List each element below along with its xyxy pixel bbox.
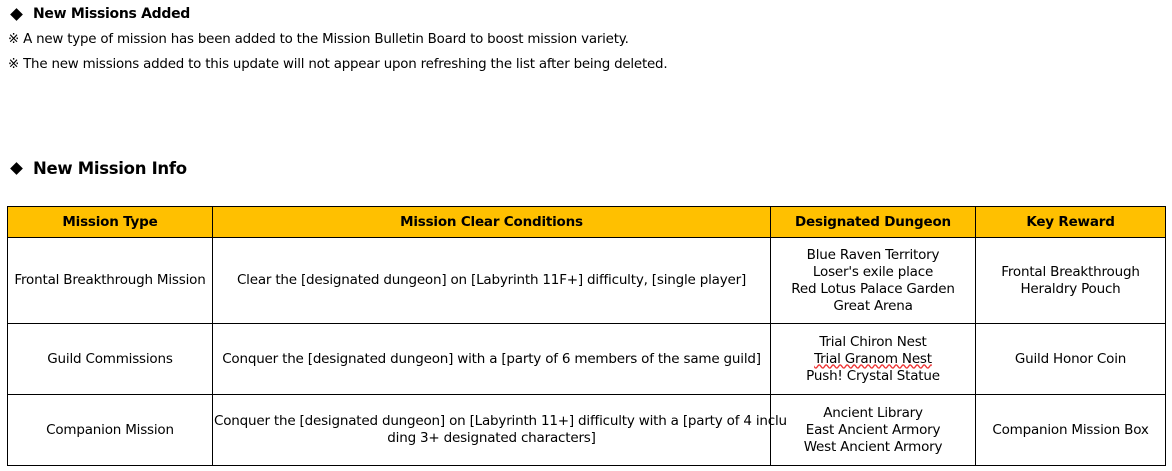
section-heading-new-missions <box>10 6 190 22</box>
designated-dungeon-cell <box>771 395 976 466</box>
note-line: ※ A new type of mission has been added to the Mission Bulletin Board to boost mission variety. <box>8 32 629 47</box>
column-header-clear-conditions: Mission Clear Conditions <box>213 207 771 238</box>
table-row <box>8 324 1166 395</box>
dungeon-name: Push! Crystal Statue <box>806 367 940 384</box>
table-row <box>8 238 1166 324</box>
reward-name: Companion Mission Box <box>992 421 1149 438</box>
section-title: New Mission Info <box>33 159 187 178</box>
clear-conditions-cell <box>213 395 787 466</box>
key-reward-cell <box>976 395 1166 466</box>
reward-name: Frontal Breakthrough <box>1001 263 1140 280</box>
designated-dungeon-cell <box>771 238 976 324</box>
condition-line: ding 3+ designated characters] <box>387 430 596 446</box>
diamond-bullet-icon <box>10 8 23 21</box>
dungeon-name: Trial Chiron Nest <box>819 333 927 350</box>
clear-conditions-cell: Conquer the [designated dungeon] with a [party of 6 members of the same guild] <box>213 324 771 395</box>
diamond-bullet-icon <box>10 162 23 175</box>
note-line: ※ The new missions added to this update will not appear upon refreshing the list after being deleted. <box>8 57 668 72</box>
table-header-row <box>8 207 1166 238</box>
dungeon-name: West Ancient Armory <box>803 438 943 455</box>
dungeon-name: Great Arena <box>833 297 913 314</box>
designated-dungeon-cell <box>771 324 976 395</box>
column-header-key-reward: Key Reward <box>976 207 1166 238</box>
reward-name: Guild Honor Coin <box>1014 350 1127 367</box>
dungeon-name: East Ancient Armory <box>805 421 941 438</box>
mission-info-table <box>7 206 1166 466</box>
reward-name: Heraldry Pouch <box>1020 280 1121 297</box>
dungeon-name: Loser's exile place <box>812 263 934 280</box>
section-title: New Missions Added <box>33 6 191 22</box>
section-heading-mission-info <box>10 159 187 178</box>
dungeon-name: Ancient Library <box>823 404 923 421</box>
mission-type-cell: Companion Mission <box>8 395 213 466</box>
dungeon-name: Blue Raven Territory <box>806 246 940 263</box>
condition-line: Conquer the [designated dungeon] on [Labyrinth 11+] difficulty with a [party of 4 inclu <box>214 413 787 429</box>
table-row <box>8 395 1166 466</box>
mission-type-cell: Guild Commissions <box>8 324 213 395</box>
column-header-mission-type: Mission Type <box>8 207 213 238</box>
key-reward-cell <box>976 324 1166 395</box>
dungeon-name: Trial Granom Nest <box>814 350 932 367</box>
key-reward-cell <box>976 238 1166 324</box>
column-header-designated-dungeon: Designated Dungeon <box>771 207 976 238</box>
dungeon-name: Red Lotus Palace Garden <box>791 280 955 297</box>
clear-conditions-cell: Clear the [designated dungeon] on [Labyrinth 11F+] difficulty, [single player] <box>213 238 771 324</box>
mission-type-cell: Frontal Breakthrough Mission <box>8 238 213 324</box>
